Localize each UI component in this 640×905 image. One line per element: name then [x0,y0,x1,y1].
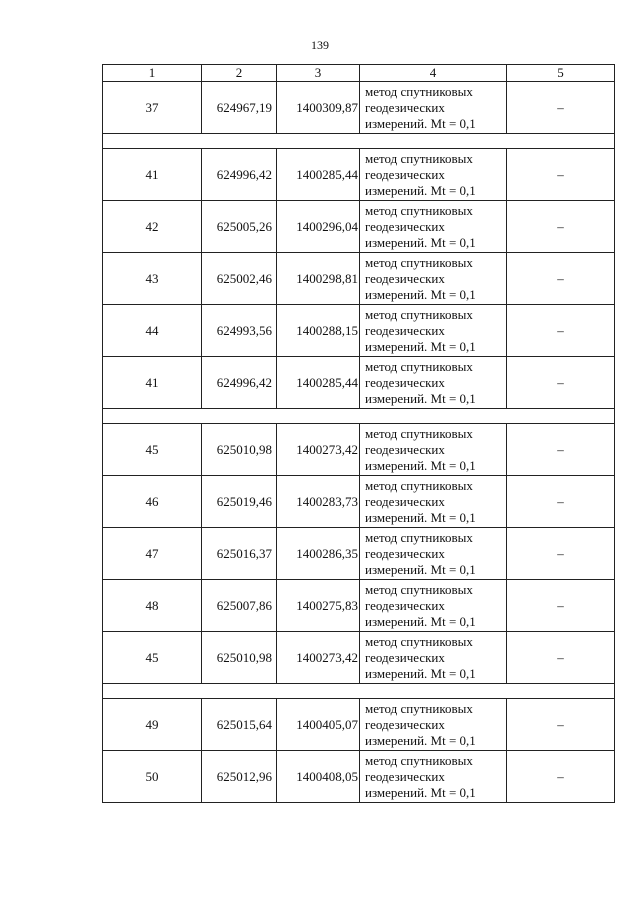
table-row [103,751,615,803]
note-cell: – [507,82,615,134]
note-cell: – [507,424,615,476]
x-coordinate-cell: 624967,19 [202,82,277,134]
table-separator-row [103,684,615,699]
separator-cell [103,684,615,699]
y-coordinate-cell: 1400309,87 [277,82,360,134]
method-text-line: измерений. Mt = 0,1 [365,390,476,406]
method-text-line: измерений. Mt = 0,1 [365,732,476,748]
method-text-line: метод спутниковых [365,83,473,99]
x-coordinate-cell: 625007,86 [202,580,277,632]
method-text-line: метод спутниковых [365,529,473,545]
table-row [103,253,615,305]
method-text-line: геодезических [365,649,445,665]
y-coordinate-cell: 1400408,05 [277,751,360,803]
method-text-line: измерений. Mt = 0,1 [365,338,476,354]
y-coordinate-cell: 1400405,07 [277,699,360,751]
method-text-line: измерений. Mt = 0,1 [365,561,476,577]
note-cell: – [507,357,615,409]
x-coordinate-cell: 625012,96 [202,751,277,803]
note-cell: – [507,149,615,201]
method-cell [360,424,507,476]
method-cell [360,305,507,357]
table-row [103,82,615,134]
point-number-cell: 45 [103,424,202,476]
table-row [103,580,615,632]
method-text-line: метод спутниковых [365,254,473,270]
method-text-line: метод спутниковых [365,752,473,768]
point-number-cell: 48 [103,580,202,632]
point-number-cell: 43 [103,253,202,305]
note-cell: – [507,699,615,751]
method-text-line: измерений. Mt = 0,1 [365,286,476,302]
method-cell [360,201,507,253]
x-coordinate-cell: 625010,98 [202,424,277,476]
note-cell: – [507,632,615,684]
header-cell: 1 [103,65,202,82]
header-cell: 2 [202,65,277,82]
method-text-line: геодезических [365,322,445,338]
table-row [103,528,615,580]
x-coordinate-cell: 624996,42 [202,357,277,409]
method-text-line: метод спутниковых [365,581,473,597]
y-coordinate-cell: 1400275,83 [277,580,360,632]
method-text-line: метод спутниковых [365,700,473,716]
x-coordinate-cell: 625010,98 [202,632,277,684]
method-text-line: измерений. Mt = 0,1 [365,115,476,131]
method-text-line: геодезических [365,166,445,182]
method-cell [360,580,507,632]
method-text-line: метод спутниковых [365,633,473,649]
table-row [103,149,615,201]
note-cell: – [507,305,615,357]
method-text-line: геодезических [365,716,445,732]
method-text-line: измерений. Mt = 0,1 [365,509,476,525]
point-number-cell: 37 [103,82,202,134]
point-number-cell: 46 [103,476,202,528]
method-text-line: измерений. Mt = 0,1 [365,457,476,473]
method-text-line: геодезических [365,493,445,509]
y-coordinate-cell: 1400288,15 [277,305,360,357]
table-header-row [103,65,615,82]
point-number-cell: 45 [103,632,202,684]
x-coordinate-cell: 624993,56 [202,305,277,357]
table-row [103,424,615,476]
y-coordinate-cell: 1400285,44 [277,149,360,201]
method-cell [360,149,507,201]
y-coordinate-cell: 1400286,35 [277,528,360,580]
x-coordinate-cell: 625015,64 [202,699,277,751]
method-text-line: измерений. Mt = 0,1 [365,784,476,800]
x-coordinate-cell: 625019,46 [202,476,277,528]
header-cell: 5 [507,65,615,82]
method-cell [360,699,507,751]
note-cell: – [507,253,615,305]
point-number-cell: 41 [103,149,202,201]
y-coordinate-cell: 1400283,73 [277,476,360,528]
method-text-line: метод спутниковых [365,306,473,322]
method-text-line: измерений. Mt = 0,1 [365,665,476,681]
method-cell [360,528,507,580]
y-coordinate-cell: 1400273,42 [277,632,360,684]
separator-cell [103,409,615,424]
table-row [103,476,615,528]
y-coordinate-cell: 1400285,44 [277,357,360,409]
method-cell [360,476,507,528]
method-cell [360,357,507,409]
separator-cell [103,134,615,149]
table-separator-row [103,134,615,149]
method-text-line: геодезических [365,374,445,390]
method-text-line: геодезических [365,768,445,784]
method-cell [360,751,507,803]
point-number-cell: 47 [103,528,202,580]
method-cell [360,82,507,134]
x-coordinate-cell: 625002,46 [202,253,277,305]
x-coordinate-cell: 625005,26 [202,201,277,253]
method-text-line: измерений. Mt = 0,1 [365,613,476,629]
method-text-line: измерений. Mt = 0,1 [365,234,476,250]
note-cell: – [507,476,615,528]
method-text-line: метод спутниковых [365,477,473,493]
point-number-cell: 50 [103,751,202,803]
x-coordinate-cell: 624996,42 [202,149,277,201]
table-separator-row [103,409,615,424]
note-cell: – [507,528,615,580]
method-text-line: геодезических [365,218,445,234]
method-text-line: геодезических [365,545,445,561]
method-text-line: метод спутниковых [365,358,473,374]
table-row [103,699,615,751]
point-number-cell: 42 [103,201,202,253]
header-cell: 4 [360,65,507,82]
method-text-line: геодезических [365,99,445,115]
table-row [103,357,615,409]
y-coordinate-cell: 1400273,42 [277,424,360,476]
header-cell: 3 [277,65,360,82]
method-text-line: геодезических [365,270,445,286]
y-coordinate-cell: 1400296,04 [277,201,360,253]
table-row [103,201,615,253]
method-cell [360,632,507,684]
method-text-line: геодезических [365,441,445,457]
table-body [103,65,615,803]
table-row [103,305,615,357]
method-text-line: метод спутниковых [365,202,473,218]
note-cell: – [507,751,615,803]
point-number-cell: 44 [103,305,202,357]
method-text-line: метод спутниковых [365,425,473,441]
note-cell: – [507,201,615,253]
coordinates-table [102,64,615,803]
point-number-cell: 41 [103,357,202,409]
y-coordinate-cell: 1400298,81 [277,253,360,305]
x-coordinate-cell: 625016,37 [202,528,277,580]
page-number: 139 [311,38,329,52]
method-text-line: геодезических [365,597,445,613]
method-cell [360,253,507,305]
point-number-cell: 49 [103,699,202,751]
table-row [103,632,615,684]
method-text-line: измерений. Mt = 0,1 [365,182,476,198]
note-cell: – [507,580,615,632]
method-text-line: метод спутниковых [365,150,473,166]
